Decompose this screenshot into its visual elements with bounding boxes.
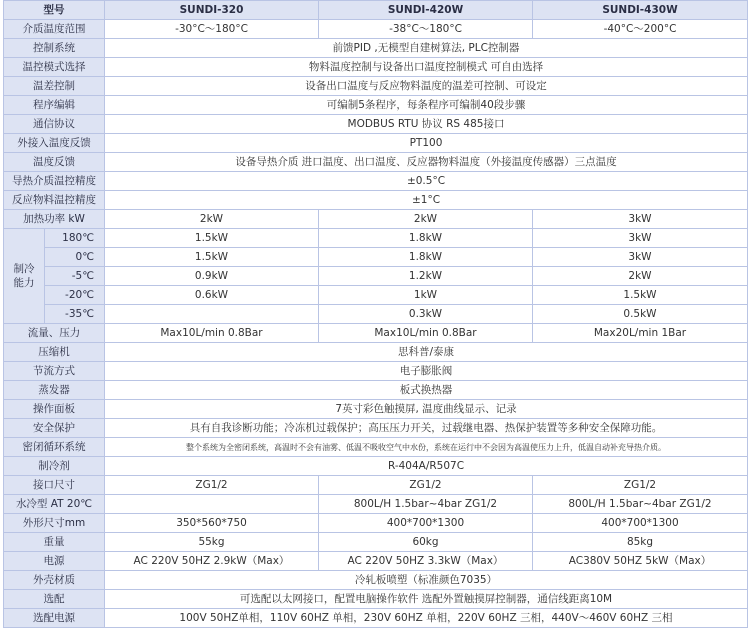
row-label: 压缩机 xyxy=(4,343,105,362)
row-label: 安全保护 xyxy=(4,419,105,438)
row-value: 350*560*750 xyxy=(105,514,319,533)
table-row xyxy=(4,552,748,571)
row-label: 导热介质温控精度 xyxy=(4,172,105,191)
row-value: 3kW xyxy=(533,210,748,229)
table-row xyxy=(4,324,748,343)
header-row xyxy=(4,1,748,20)
cooling-value: 1.5kW xyxy=(533,286,748,305)
row-label: 选配 xyxy=(4,590,105,609)
row-value: Max20L/min 1Bar xyxy=(533,324,748,343)
model-header: SUNDI-430W xyxy=(533,1,748,20)
model-header: SUNDI-320 xyxy=(105,1,319,20)
row-value: AC380V 50HZ 5kW（Max） xyxy=(533,552,748,571)
row-label: 选配电源 xyxy=(4,609,105,628)
row-value: 设备出口温度与反应物料温度的温差可控制、可设定 xyxy=(105,77,748,96)
row-value: 100V 50HZ单相，110V 60HZ 单相，230V 60HZ 单相，220V 60HZ 三相，440V～460V 60HZ 三相 xyxy=(105,609,748,628)
table-row xyxy=(4,419,748,438)
row-label: 重量 xyxy=(4,533,105,552)
row-value: 可编制5条程序，每条程序可编制40段步骤 xyxy=(105,96,748,115)
row-label: 电源 xyxy=(4,552,105,571)
table-row xyxy=(4,571,748,590)
row-label: 温度反馈 xyxy=(4,153,105,172)
row-value: 2kW xyxy=(319,210,533,229)
row-value: -40°C～200°C xyxy=(533,20,748,39)
row-value: 思科普/泰康 xyxy=(105,343,748,362)
table-row xyxy=(4,590,748,609)
model-header: SUNDI-420W xyxy=(319,1,533,20)
cooling-row xyxy=(4,305,748,324)
cooling-value: 0.6kW xyxy=(105,286,319,305)
row-value: 800L/H 1.5bar~4bar ZG1/2 xyxy=(319,495,533,514)
row-label: 接口尺寸 xyxy=(4,476,105,495)
row-label: 制冷剂 xyxy=(4,457,105,476)
row-value: 400*700*1300 xyxy=(319,514,533,533)
cooling-value: 3kW xyxy=(533,229,748,248)
cooling-value: 0.9kW xyxy=(105,267,319,286)
row-value: 板式换热器 xyxy=(105,381,748,400)
row-label: 通信协议 xyxy=(4,115,105,134)
cooling-row xyxy=(4,229,748,248)
table-row xyxy=(4,115,748,134)
table-row xyxy=(4,343,748,362)
table-row xyxy=(4,495,748,514)
table-row xyxy=(4,172,748,191)
row-value: -38°C～180°C xyxy=(319,20,533,39)
row-value: PT100 xyxy=(105,134,748,153)
row-value: MODBUS RTU 协议 RS 485接口 xyxy=(105,115,748,134)
row-value: 2kW xyxy=(105,210,319,229)
cooling-value: 2kW xyxy=(533,267,748,286)
cooling-temp: -20℃ xyxy=(45,286,105,305)
row-value: Max10L/min 0.8Bar xyxy=(319,324,533,343)
row-value: R-404A/R507C xyxy=(105,457,748,476)
spec-table xyxy=(3,0,748,628)
row-value: ±0.5°C xyxy=(105,172,748,191)
table-row xyxy=(4,533,748,552)
row-value: 整个系统为全密闭系统，高温时不会有油雾、低温不吸收空气中水份，系统在运行中不会因为高温使压力上升，低温自动补充导热介质。 xyxy=(105,438,748,457)
row-value: 物料温度控制与设备出口温度控制模式 可自由选择 xyxy=(105,58,748,77)
row-label: 程序编辑 xyxy=(4,96,105,115)
table-row xyxy=(4,400,748,419)
cooling-temp: 0℃ xyxy=(45,248,105,267)
cooling-row xyxy=(4,267,748,286)
table-row xyxy=(4,609,748,628)
row-value: 800L/H 1.5bar~4bar ZG1/2 xyxy=(533,495,748,514)
cooling-capacity-label-text: 制冷 能力 xyxy=(13,263,35,289)
table-row xyxy=(4,96,748,115)
row-value: 400*700*1300 xyxy=(533,514,748,533)
row-label: 外形尺寸mm xyxy=(4,514,105,533)
table-row xyxy=(4,514,748,533)
table-row xyxy=(4,438,748,457)
row-label: 温控模式选择 xyxy=(4,58,105,77)
row-value: 设备导热介质 进口温度、出口温度、反应器物料温度（外接温度传感器）三点温度 xyxy=(105,153,748,172)
table-row xyxy=(4,362,748,381)
row-value: 85kg xyxy=(533,533,748,552)
row-value: ZG1/2 xyxy=(319,476,533,495)
row-value: 55kg xyxy=(105,533,319,552)
row-value: 60kg xyxy=(319,533,533,552)
row-label: 外接入温度反馈 xyxy=(4,134,105,153)
cooling-temp: -5℃ xyxy=(45,267,105,286)
row-value: Max10L/min 0.8Bar xyxy=(105,324,319,343)
row-label: 温差控制 xyxy=(4,77,105,96)
row-value: 冷轧板喷塑（标准颜色7035） xyxy=(105,571,748,590)
cooling-value: 1.2kW xyxy=(319,267,533,286)
row-value: 电子膨胀阀 xyxy=(105,362,748,381)
row-label: 控制系统 xyxy=(4,39,105,58)
table-row xyxy=(4,77,748,96)
row-value: 前馈PID ,无模型自建树算法, PLC控制器 xyxy=(105,39,748,58)
cooling-value: 0.3kW xyxy=(319,305,533,324)
cooling-row xyxy=(4,286,748,305)
table-row xyxy=(4,191,748,210)
row-label: 流量、压力 xyxy=(4,324,105,343)
row-label: 节流方式 xyxy=(4,362,105,381)
header-label: 型号 xyxy=(4,1,105,20)
row-label: 蒸发器 xyxy=(4,381,105,400)
cooling-row xyxy=(4,248,748,267)
table-row xyxy=(4,153,748,172)
row-label: 反应物料温控精度 xyxy=(4,191,105,210)
table-row xyxy=(4,457,748,476)
row-label: 加热功率 kW xyxy=(4,210,105,229)
row-value xyxy=(105,495,319,514)
row-value: 具有自我诊断功能；冷冻机过载保护；高压压力开关，过载继电器、热保护装置等多种安全保障功能。 xyxy=(105,419,748,438)
table-row xyxy=(4,381,748,400)
table-row xyxy=(4,58,748,77)
cooling-capacity-label xyxy=(4,229,45,324)
row-value: -30°C～180°C xyxy=(105,20,319,39)
table-row xyxy=(4,210,748,229)
row-value: ±1°C xyxy=(105,191,748,210)
row-label: 介质温度范围 xyxy=(4,20,105,39)
cooling-value: 1.5kW xyxy=(105,248,319,267)
row-value: ZG1/2 xyxy=(533,476,748,495)
table-row xyxy=(4,39,748,58)
cooling-value: 1.8kW xyxy=(319,229,533,248)
row-label: 水冷型 AT 20℃ xyxy=(4,495,105,514)
row-label: 外壳材质 xyxy=(4,571,105,590)
table-row xyxy=(4,476,748,495)
row-value: 7英寸彩色触摸屏, 温度曲线显示、记录 xyxy=(105,400,748,419)
table-row xyxy=(4,134,748,153)
row-value: 可选配以太网接口，配置电脑操作软件 选配外置触摸屏控制器，通信线距离10M xyxy=(105,590,748,609)
row-value: AC 220V 50HZ 2.9kW（Max） xyxy=(105,552,319,571)
cooling-value xyxy=(105,305,319,324)
cooling-value: 3kW xyxy=(533,248,748,267)
cooling-value: 1.8kW xyxy=(319,248,533,267)
cooling-temp: -35℃ xyxy=(45,305,105,324)
cooling-value: 0.5kW xyxy=(533,305,748,324)
cooling-temp: 180℃ xyxy=(45,229,105,248)
row-value: AC 220V 50HZ 3.3kW（Max） xyxy=(319,552,533,571)
cooling-value: 1.5kW xyxy=(105,229,319,248)
cooling-value: 1kW xyxy=(319,286,533,305)
row-label: 密闭循环系统 xyxy=(4,438,105,457)
row-label: 操作面板 xyxy=(4,400,105,419)
table-row xyxy=(4,20,748,39)
row-value: ZG1/2 xyxy=(105,476,319,495)
